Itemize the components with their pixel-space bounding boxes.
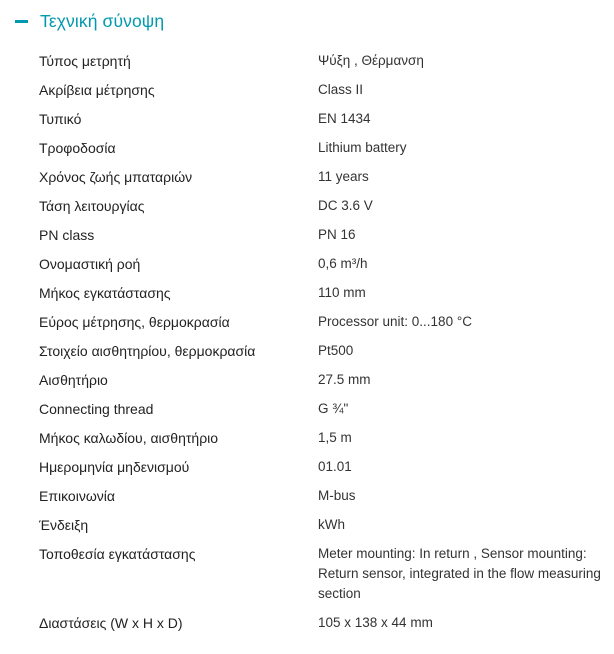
spec-value: 0,6 m³/h [318,256,368,271]
spec-value: EN 1434 [318,111,371,126]
spec-label: Διαστάσεις (W x H x D) [39,615,183,631]
spec-value: 105 x 138 x 44 mm [318,615,433,630]
spec-label: Τάση λειτουργίας [39,198,145,214]
spec-row-operating-voltage [0,191,614,220]
spec-table [0,46,614,637]
spec-value: Processor unit: 0...180 °C [318,314,472,329]
spec-value: PN 16 [318,227,356,242]
spec-label: Αισθητήριο [39,372,108,388]
spec-row-nominal-flow [0,249,614,278]
spec-value: 11 years [318,169,369,184]
spec-label: Τύπος μετρητή [39,53,131,69]
spec-row-standard [0,104,614,133]
spec-label: Επικοινωνία [39,488,115,504]
spec-label: PN class [39,227,95,243]
spec-value: Ψύξη , Θέρμανση [318,53,424,68]
spec-row-dimensions [0,608,614,637]
spec-row-display [0,510,614,539]
spec-label: Ακρίβεια μέτρησης [39,82,155,98]
spec-label: Ένδειξη [39,517,89,533]
spec-row-temperature-range [0,307,614,336]
spec-value: 27.5 mm [318,372,371,387]
spec-label: Ονομαστική ροή [39,256,141,272]
spec-row-connecting-thread [0,394,614,423]
spec-value: kWh [318,517,345,532]
section-title: Τεχνική σύνοψη [40,10,165,31]
spec-label: Μήκος εγκατάστασης [39,285,171,301]
spec-label: Ημερομηνία μηδενισμού [39,459,190,475]
spec-value: M-bus [318,488,356,503]
spec-row-pn-class [0,220,614,249]
spec-value: G ¾" [318,401,349,416]
spec-row-sensor [0,365,614,394]
spec-row-installation-location [0,539,614,608]
section-header-toggle[interactable] [12,8,164,34]
spec-row-reset-date [0,452,614,481]
spec-label: Στοιχείο αισθητηρίου, θερμοκρασία [39,343,256,359]
spec-value: Lithium battery [318,140,407,155]
spec-value: 01.01 [318,459,352,474]
spec-row-communication [0,481,614,510]
spec-value: Class II [318,82,364,97]
minus-icon[interactable] [15,20,28,23]
spec-row-cable-length [0,423,614,452]
spec-value: 1,5 m [318,430,352,445]
spec-label: Χρόνος ζωής μπαταριών [39,169,193,185]
spec-row-battery-life [0,162,614,191]
spec-label: Μήκος καλωδίου, αισθητήριο [39,430,219,446]
spec-label: Connecting thread [39,401,154,417]
spec-label: Εύρος μέτρησης, θερμοκρασία [39,314,230,330]
spec-value: Meter mounting: In return , Sensor mounting: Return sensor, integrated in the flow measuring section [318,546,601,601]
spec-row-sensor-element [0,336,614,365]
spec-value: 110 mm [318,285,366,300]
spec-row-power-supply [0,133,614,162]
spec-row-installation-length [0,278,614,307]
spec-value: DC 3.6 V [318,198,373,213]
spec-row-accuracy [0,75,614,104]
spec-label: Τυπικό [39,111,82,127]
spec-row-meter-type [0,46,614,75]
spec-label: Τροφοδοσία [39,140,116,156]
spec-label: Τοποθεσία εγκατάστασης [39,546,196,562]
spec-value: Pt500 [318,343,354,358]
